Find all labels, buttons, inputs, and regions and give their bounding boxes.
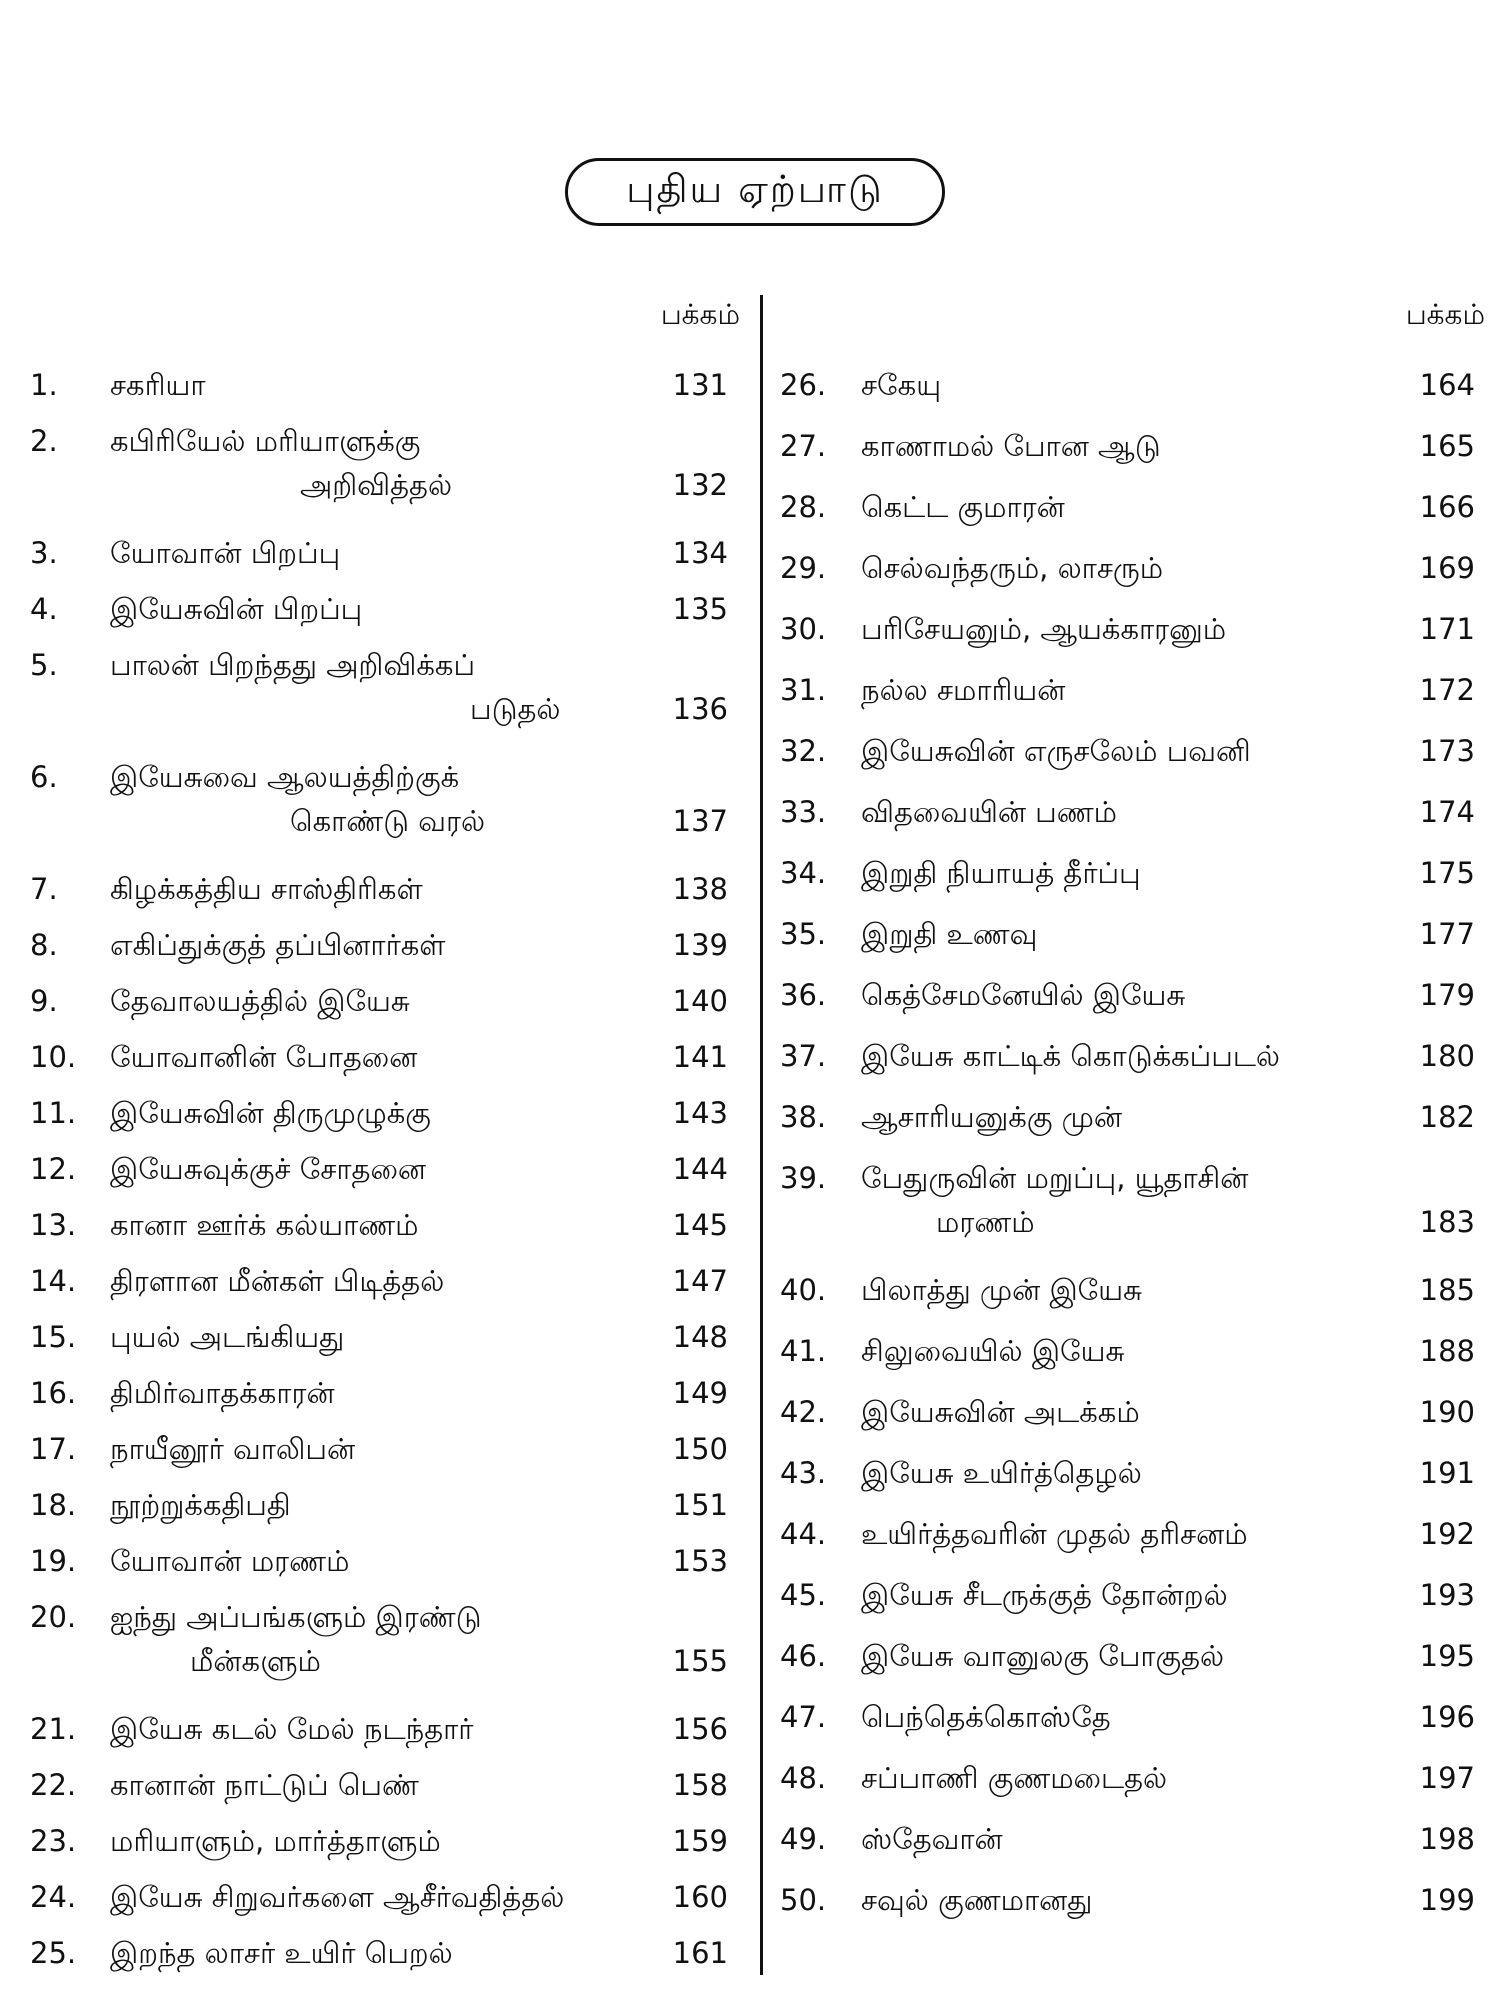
entry-page-number: 195 [1419,1639,1475,1673]
entry-page-number: 138 [672,872,728,906]
toc-entry [775,973,1485,1034]
toc-entry [775,1817,1485,1878]
toc-entry [30,1763,750,1819]
entry-number: 27. [780,429,827,463]
toc-entry [775,1695,1485,1756]
entry-title: திரளான மீன்கள் பிடித்தல் [110,1264,445,1298]
toc-entry [30,1203,750,1259]
entry-title: ஆசாரியனுக்கு முன் [861,1100,1122,1134]
entry-page-number: 141 [672,1040,728,1074]
entry-number: 10. [30,1040,77,1074]
entry-number: 46. [780,1639,827,1673]
entry-number: 1. [30,368,58,402]
entry-page-number: 135 [672,592,728,626]
entry-page-number: 153 [672,1544,728,1578]
toc-right-column [775,295,1485,1939]
entry-number: 42. [780,1395,827,1429]
entry-number: 14. [30,1264,77,1298]
entry-number: 34. [780,856,827,890]
toc-entry [775,485,1485,546]
entry-number: 4. [30,592,58,626]
entry-title: காணாமல் போன ஆடு [861,429,1161,463]
entry-title-continued: படுதல் [470,692,561,726]
entry-page-number: 198 [1419,1822,1475,1856]
section-title-text: புதிய ஏற்பாடு [626,167,884,211]
entry-title: கிழக்கத்திய சாஸ்திரிகள் [110,872,423,906]
entry-title: கபிரியேல் மரியாளுக்கு [110,424,421,458]
toc-entry [30,1819,750,1875]
entry-number: 49. [780,1822,827,1856]
entry-page-number: 199 [1419,1883,1475,1917]
entry-page-number: 139 [672,928,728,962]
entry-number: 36. [780,978,827,1012]
entry-page-number: 166 [1419,490,1475,524]
entry-title: யோவான் மரணம் [110,1544,350,1578]
entry-title: நூற்றுக்கதிபதி [110,1488,291,1522]
entry-title: மரியாளும், மார்த்தாளும் [110,1824,441,1858]
entry-page-number: 191 [1419,1456,1475,1490]
entry-page-number: 151 [672,1488,728,1522]
entry-page-number: 132 [672,468,728,502]
toc-entry [775,790,1485,851]
entry-number: 11. [30,1096,77,1130]
entry-page-number: 156 [672,1712,728,1746]
entry-number: 44. [780,1517,827,1551]
entry-page-number: 182 [1419,1100,1475,1134]
entry-title: கானா ஊர்க் கல்யாணம் [110,1208,419,1242]
entry-page-number: 155 [672,1644,728,1678]
entry-number: 9. [30,984,58,1018]
entry-number: 19. [30,1544,77,1578]
entry-title: இயேசுவின் பிறப்பு [110,592,363,626]
entry-page-number: 173 [1419,734,1475,768]
entry-number: 41. [780,1334,827,1368]
toc-entry [30,1707,750,1763]
entry-title-continued: கொண்டு வரல் [290,804,486,838]
entry-page-number: 174 [1419,795,1475,829]
entry-page-number: 177 [1419,917,1475,951]
toc-entry [30,587,750,643]
entry-number: 18. [30,1488,77,1522]
page-column-header: பக்கம் [660,298,740,331]
entry-page-number: 190 [1419,1395,1475,1429]
entry-number: 6. [30,760,58,794]
entry-title: கெத்சேமனேயில் இயேசு [861,978,1186,1012]
entry-page-number: 172 [1419,673,1475,707]
entry-title: செல்வந்தரும், லாசரும் [861,551,1164,585]
entry-number: 12. [30,1152,77,1186]
entry-number: 17. [30,1432,77,1466]
entry-title: யோவான் பிறப்பு [110,536,341,570]
entry-page-number: 165 [1419,429,1475,463]
entry-page-number: 197 [1419,1761,1475,1795]
toc-entry [775,851,1485,912]
entry-title: இறுதி நியாயத் தீர்ப்பு [861,856,1141,890]
toc-entry [30,363,750,419]
entry-number: 8. [30,928,58,962]
toc-entry [775,363,1485,424]
entry-title-continued: மீன்களும் [190,1644,321,1678]
entry-number: 28. [780,490,827,524]
entry-page-number: 144 [672,1152,728,1186]
entry-page-number: 149 [672,1376,728,1410]
entry-page-number: 161 [672,1936,728,1970]
entry-title: இயேசு சீடருக்குத் தோன்றல் [861,1578,1228,1612]
entry-title-continued: அறிவித்தல் [300,468,453,502]
entry-number: 15. [30,1320,77,1354]
entry-title: யோவானின் போதனை [110,1040,418,1074]
entry-page-number: 134 [672,536,728,570]
entry-title: விதவையின் பணம் [861,795,1118,829]
entry-title: இயேசு வானுலகு போகுதல் [861,1639,1225,1673]
toc-entry [775,1329,1485,1390]
entry-page-number: 188 [1419,1334,1475,1368]
entry-title: இறுதி உணவு [861,917,1038,951]
entry-number: 33. [780,795,827,829]
entry-number: 23. [30,1824,77,1858]
entry-number: 50. [780,1883,827,1917]
toc-entry [30,1931,750,1987]
entry-number: 3. [30,536,58,570]
toc-entry [30,755,750,867]
entry-page-number: 137 [672,804,728,838]
entry-title: பரிசேயனும், ஆயக்காரனும் [861,612,1227,646]
entry-title: இயேசுவின் எருசலேம் பவனி [861,734,1251,768]
toc-entry [30,867,750,923]
toc-entry [775,1156,1485,1268]
toc-entry [30,1483,750,1539]
entry-title: இறந்த லாசர் உயிர் பெறல் [110,1936,453,1970]
entry-page-number: 148 [672,1320,728,1354]
entry-number: 21. [30,1712,77,1746]
toc-entry [30,1875,750,1931]
entry-title: இயேசுவை ஆலயத்திற்குக் [110,760,460,794]
toc-entry [30,1595,750,1707]
entry-title: பிலாத்து முன் இயேசு [861,1273,1143,1307]
toc-entry [30,643,750,755]
entry-title: நல்ல சமாரியன் [861,673,1066,707]
entry-page-number: 180 [1419,1039,1475,1073]
entry-page-number: 136 [672,692,728,726]
entry-page-number: 160 [672,1880,728,1914]
entry-page-number: 150 [672,1432,728,1466]
toc-entry [30,1371,750,1427]
entry-number: 31. [780,673,827,707]
entry-title: கானான் நாட்டுப் பெண் [110,1768,419,1802]
toc-entry [775,668,1485,729]
entry-title: சவுல் குணமானது [861,1883,1093,1917]
toc-entry [30,1147,750,1203]
toc-entry [775,1034,1485,1095]
toc-entry [775,912,1485,973]
entry-page-number: 143 [672,1096,728,1130]
toc-entry [30,1035,750,1091]
toc-right-list [775,363,1485,1939]
entry-title: திமிர்வாதக்காரன் [110,1376,335,1410]
entry-page-number: 131 [672,368,728,402]
entry-title: இயேசு கடல் மேல் நடந்தார் [110,1712,474,1746]
entry-page-number: 158 [672,1768,728,1802]
toc-entry [30,923,750,979]
entry-page-number: 159 [672,1824,728,1858]
entry-page-number: 193 [1419,1578,1475,1612]
toc-entry [775,1512,1485,1573]
entry-page-number: 196 [1419,1700,1475,1734]
entry-title: இயேசுவுக்குச் சோதனை [110,1152,427,1186]
toc-entry [775,1878,1485,1939]
entry-page-number: 185 [1419,1273,1475,1307]
toc-left-column [30,295,750,1987]
entry-number: 35. [780,917,827,951]
entry-number: 38. [780,1100,827,1134]
toc-entry [30,1259,750,1315]
entry-number: 25. [30,1936,77,1970]
entry-number: 13. [30,1208,77,1242]
toc-entry [775,546,1485,607]
toc-entry [775,1095,1485,1156]
entry-number: 48. [780,1761,827,1795]
toc-entry [30,1539,750,1595]
entry-title: சகேயு [861,368,942,402]
entry-title: இயேசுவின் திருமுழுக்கு [110,1096,431,1130]
entry-number: 45. [780,1578,827,1612]
entry-title-continued: மரணம் [936,1205,1035,1239]
entry-title: இயேசு காட்டிக் கொடுக்கப்படல் [861,1039,1280,1073]
entry-title: புயல் அடங்கியது [110,1320,345,1354]
toc-entry [775,1573,1485,1634]
entry-number: 39. [780,1161,827,1195]
entry-title: இயேசுவின் அடக்கம் [861,1395,1140,1429]
toc-entry [775,424,1485,485]
toc-entry [775,607,1485,668]
entry-title: நாயீனூர் வாலிபன் [110,1432,356,1466]
toc-entry [30,419,750,531]
entry-number: 7. [30,872,58,906]
entry-number: 30. [780,612,827,646]
entry-title: சப்பாணி குணமடைதல் [861,1761,1168,1795]
toc-entry [775,1268,1485,1329]
entry-title: சகரியா [110,368,206,402]
toc-entry [775,1756,1485,1817]
column-divider [760,295,763,1975]
entry-page-number: 175 [1419,856,1475,890]
entry-number: 22. [30,1768,77,1802]
entry-page-number: 145 [672,1208,728,1242]
entry-number: 24. [30,1880,77,1914]
toc-entry [775,1451,1485,1512]
entry-title: ஐந்து அப்பங்களும் இரண்டு [110,1600,482,1634]
entry-page-number: 192 [1419,1517,1475,1551]
section-title [565,158,945,226]
entry-number: 2. [30,424,58,458]
entry-title: பேதுருவின் மறுப்பு, யூதாசின் [861,1161,1249,1195]
entry-title: ஸ்தேவான் [861,1822,1003,1856]
entry-number: 40. [780,1273,827,1307]
entry-title: பெந்தெக்கொஸ்தே [861,1700,1111,1734]
toc-entry [775,1390,1485,1451]
toc-entry [30,979,750,1035]
entry-number: 29. [780,551,827,585]
entry-page-number: 140 [672,984,728,1018]
entry-number: 26. [780,368,827,402]
entry-title: சிலுவையில் இயேசு [861,1334,1125,1368]
entry-title: இயேசு சிறுவர்களை ஆசீர்வதித்தல் [110,1880,565,1914]
toc-entry [30,1091,750,1147]
entry-page-number: 169 [1419,551,1475,585]
entry-number: 16. [30,1376,77,1410]
entry-page-number: 164 [1419,368,1475,402]
entry-title: கெட்ட குமாரன் [861,490,1065,524]
entry-number: 47. [780,1700,827,1734]
entry-number: 32. [780,734,827,768]
entry-number: 20. [30,1600,77,1634]
entry-title: இயேசு உயிர்த்தெழல் [861,1456,1142,1490]
toc-entry [30,531,750,587]
entry-title: எகிப்துக்குத் தப்பினார்கள் [110,928,446,962]
toc-entry [775,729,1485,790]
page-column-header: பக்கம் [1405,298,1485,331]
entry-page-number: 179 [1419,978,1475,1012]
entry-number: 5. [30,648,58,682]
toc-entry [30,1427,750,1483]
entry-page-number: 183 [1419,1205,1475,1239]
entry-page-number: 147 [672,1264,728,1298]
toc-entry [30,1315,750,1371]
entry-title: பாலன் பிறந்தது அறிவிக்கப் [110,648,476,682]
entry-number: 43. [780,1456,827,1490]
entry-number: 37. [780,1039,827,1073]
entry-title: தேவாலயத்தில் இயேசு [110,984,410,1018]
entry-page-number: 171 [1419,612,1475,646]
toc-entry [775,1634,1485,1695]
toc-left-list [30,363,750,1987]
entry-title: உயிர்த்தவரின் முதல் தரிசனம் [861,1517,1248,1551]
